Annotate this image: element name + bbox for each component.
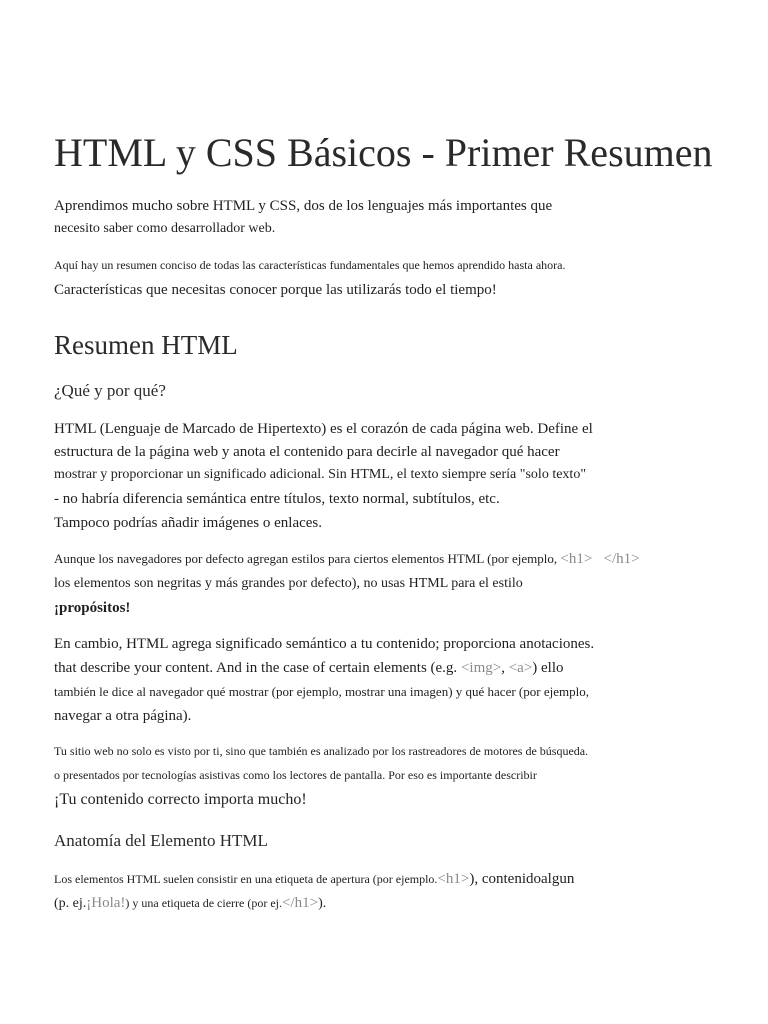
p3-line-3: también le dice al navegador qué mostrar (por ejemplo, mostrar una imagen) y qué hacer (por ejemplo,: [54, 684, 589, 699]
code-h1-close: </h1>: [603, 551, 640, 567]
intro-line-2: necesito saber como desarrollador web.: [54, 221, 276, 236]
anatomy-line-2: [54, 895, 326, 912]
p3-line-4: navegar a otra página).: [54, 708, 192, 724]
p3-line-1: En cambio, HTML agrega significado semántico a tu contenido; proporciona anotaciones.: [54, 636, 595, 652]
code-hola: ¡Hola!: [86, 895, 126, 911]
p1-line-3: mostrar y proporcionar un significado adicional. Sin HTML, el texto siempre sería "solo texto": [54, 467, 587, 482]
code-img: <img>: [460, 660, 502, 676]
anatomy-line-1-text-b: ), contenidoalgun: [469, 871, 575, 887]
p1-line-1: HTML (Lenguaje de Marcado de Hipertexto) es el corazón de cada página web. Define el: [54, 421, 593, 437]
p4-line-2: o presentados por tecnologías asistivas como los lectores de pantalla. Por eso es importante describir: [54, 768, 537, 782]
anatomy-line-1: [54, 871, 574, 888]
p2-line-3: ¡propósitos!: [54, 600, 131, 616]
section-heading-html: Resumen HTML: [54, 330, 238, 360]
code-a: <a>: [508, 660, 533, 676]
p1-line-5: Tampoco podrías añadir imágenes o enlaces.: [54, 515, 323, 531]
p2-line-1: [54, 551, 640, 568]
code-h1-open: <h1>: [560, 551, 593, 567]
anatomy-line-2-text-b: ) y una etiqueta de cierre (por ej.: [125, 896, 283, 910]
anatomy-line-2-text-a: (p. ej.: [54, 896, 87, 911]
code-h1-close-anatomy: </h1>: [282, 895, 319, 911]
anatomy-heading: Anatomía del Elemento HTML: [54, 831, 268, 850]
p3-line-2-text-a: that describe your content. And in the case of certain elements (e.g.: [54, 660, 461, 676]
intro-line-1: Aprendimos mucho sobre HTML y CSS, dos de los lenguajes más importantes que: [54, 198, 553, 214]
p3-line-2: [54, 660, 564, 677]
p1-line-4: - no habría diferencia semántica entre títulos, texto normal, subtítulos, etc.: [54, 491, 500, 507]
p3-line-2-text-b: ) ello: [532, 660, 564, 676]
anatomy-line-1-text-a: Los elementos HTML suelen consistir en una etiqueta de apertura (por ejemplo.: [54, 872, 438, 886]
anatomy-line-2-text-c: ).: [318, 896, 327, 911]
subheading-what-why: ¿Qué y por qué?: [54, 381, 166, 400]
code-h1-open-anatomy: <h1>: [437, 871, 470, 887]
p2-line-1-text: Aunque los navegadores por defecto agregan estilos para ciertos elementos HTML (por ejemplo,: [54, 551, 558, 566]
intro-line-3: Aquí hay un resumen conciso de todas las características fundamentales que hemos aprendido hasta ahora.: [54, 258, 566, 272]
intro-line-4: Características que necesitas conocer porque las utilizarás todo el tiempo!: [54, 282, 497, 298]
p1-line-2: estructura de la página web y anota el contenido para decirle al navegador qué hacer: [54, 444, 560, 460]
p3-line-2-sep: ,: [501, 660, 509, 676]
p2-line-2: los elementos son negritas y más grandes por defecto), no usas HTML para el estilo: [54, 576, 523, 591]
p4-line-3: ¡Tu contenido correcto importa mucho!: [54, 791, 307, 808]
page-title: HTML y CSS Básicos - Primer Resumen: [54, 130, 713, 175]
p4-line-1: Tu sitio web no solo es visto por ti, sino que también es analizado por los rastreadores de motores de búsqueda.: [54, 744, 589, 758]
